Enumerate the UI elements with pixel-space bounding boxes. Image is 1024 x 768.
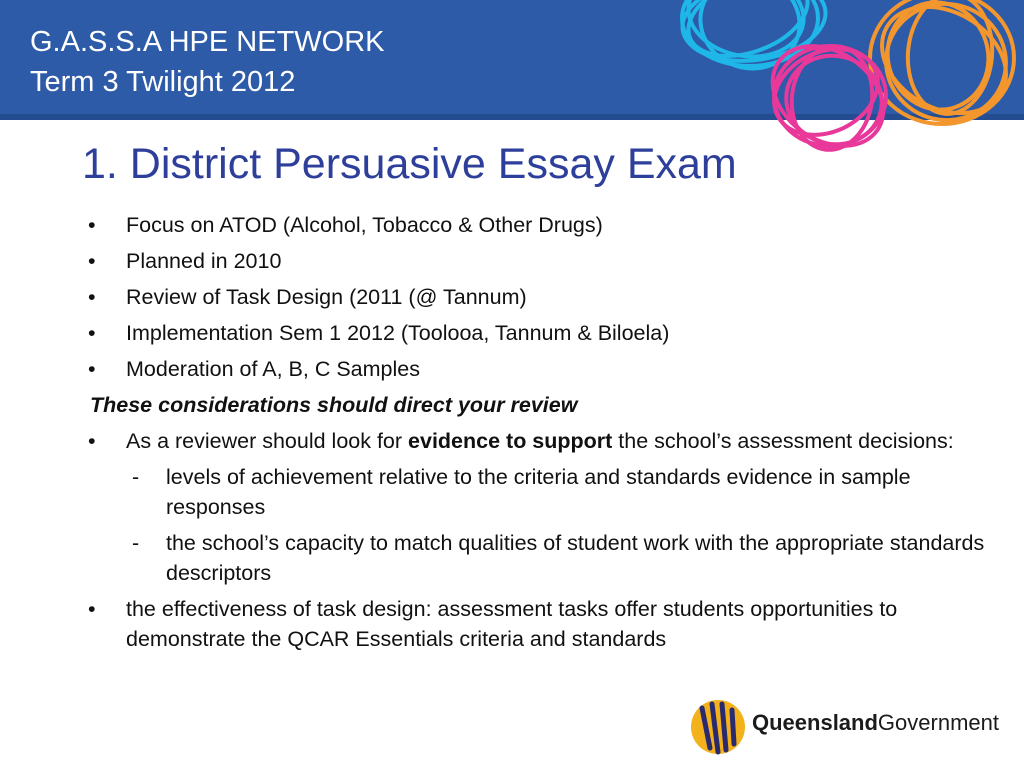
- logo-text-bold: Queensland: [752, 710, 878, 735]
- slide-title: 1. District Persuasive Essay Exam: [82, 140, 737, 188]
- bullet-item: [88, 318, 988, 348]
- orange-scribble-circle: [863, 0, 1024, 135]
- reviewer-bullet: [88, 426, 988, 456]
- header-text: [30, 22, 385, 102]
- logo-wordmark: [752, 710, 999, 736]
- bullet-marker: •: [88, 213, 96, 237]
- bullet-item: [88, 594, 988, 654]
- bullet-item: [88, 354, 988, 384]
- header-event-name: Term 3 Twilight 2012: [30, 66, 296, 98]
- queensland-emblem-icon: [688, 696, 748, 758]
- bullet-text: Review of Task Design (2011 (@ Tannum): [126, 285, 527, 309]
- cyan-scribble-circle: [677, 0, 831, 82]
- bullet-item: [88, 210, 988, 240]
- sub-bullet-text: the school’s capacity to match qualities of student work with the appropriate standards descriptors: [166, 531, 985, 585]
- reviewer-text-before: As a reviewer should look for: [126, 429, 409, 453]
- sub-bullet-item: [88, 462, 988, 522]
- bullet-marker: •: [88, 285, 96, 309]
- bullet-item: [88, 246, 988, 276]
- review-heading: These considerations should direct your review: [90, 393, 578, 417]
- bullet-text: the effectiveness of task design: assessment tasks offer students opportunities to demonstrate the QCAR Essentials criteria and standards: [126, 597, 898, 651]
- bullet-marker: •: [88, 357, 96, 381]
- logo-text-regular: Government: [877, 710, 999, 735]
- queensland-government-logo: [688, 696, 999, 758]
- reviewer-text-after: the school’s assessment decisions:: [612, 429, 954, 453]
- dash-marker: -: [132, 531, 140, 555]
- reviewer-text-bold: evidence to support: [408, 429, 613, 453]
- bullet-marker: •: [88, 249, 96, 273]
- bullet-marker: •: [88, 597, 96, 621]
- header-network-name: G.A.S.S.A HPE NETWORK: [30, 26, 385, 58]
- bullet-item: [88, 282, 988, 312]
- bullet-marker: •: [88, 321, 96, 345]
- dash-marker: -: [132, 465, 140, 489]
- bullet-text: Implementation Sem 1 2012 (Toolooa, Tannum & Biloela): [126, 321, 670, 345]
- sub-bullet-item: [88, 528, 988, 588]
- bullet-text: Planned in 2010: [126, 249, 282, 273]
- sub-bullet-text: levels of achievement relative to the criteria and standards evidence in sample responses: [166, 465, 911, 519]
- slide-content: [88, 210, 988, 660]
- bullet-marker: •: [88, 429, 96, 453]
- bullet-text: Moderation of A, B, C Samples: [126, 357, 420, 381]
- bullet-text: Focus on ATOD (Alcohol, Tobacco & Other Drugs): [126, 213, 603, 237]
